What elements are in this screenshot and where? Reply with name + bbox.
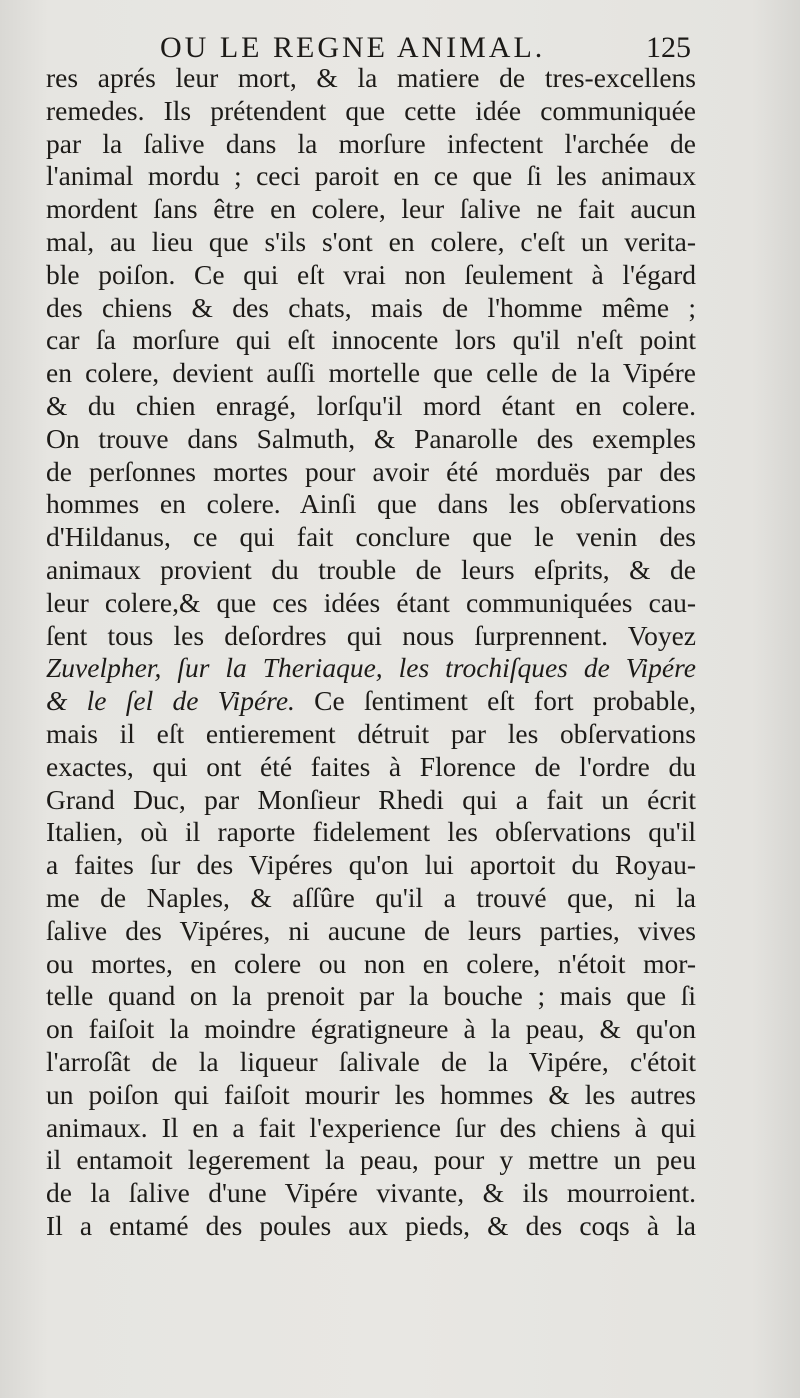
text-segment: mal, au lieu que s'ils s'ont en colere, c'eſt un verita- [46,225,696,257]
text-line [46,488,696,521]
text-line [46,1112,696,1145]
text-line [46,390,696,423]
text-segment: Ce ſentiment eſt fort probable, [294,685,696,717]
text-line [46,718,696,751]
text-segment: Il a entamé des poules aux pieds, & des coqs à la [46,1209,696,1241]
text-segment: remedes. Ils prétendent que cette idée communiquée [46,94,696,126]
text-line [46,1079,696,1112]
text-line [46,423,696,456]
running-head-title: OU LE REGNE ANIMAL. [160,31,546,64]
text-segment: ou mortes, en colere ou non en colere, n'étoit mor- [46,947,696,979]
text-line [46,456,696,489]
text-segment: par la ſalive dans la morſure infectent l'archée de [46,127,696,159]
text-segment: mordent ſans être en colere, leur ſalive ne fait aucun [46,193,696,225]
text-segment: res aprés leur mort, & la matiere de tres-excellens [46,62,696,93]
text-line [46,1210,696,1243]
text-line [46,1144,696,1177]
text-line [46,882,696,915]
text-line [46,324,696,357]
text-line [46,259,696,292]
text-segment: exactes, qui ont été faites à Florence de l'ordre du [46,750,696,782]
text-line [46,128,696,161]
text-line [46,915,696,948]
text-line [46,193,696,226]
text-segment: Italien, où il raporte fidelement les obſervations qu'il [46,816,696,848]
text-segment: a faites ſur des Vipéres qu'on lui aportoit du Royau- [46,849,696,881]
text-line [46,292,696,325]
text-segment: des chiens & des chats, mais de l'homme même ; [46,291,696,323]
text-segment: l'animal mordu ; ceci paroit en ce que ſi les animaux [46,160,696,192]
text-segment: animaux provient du trouble de leurs eſprits, & de [46,553,696,585]
text-segment: on faiſoit la moindre égratigneure à la peau, & qu'on [46,1013,696,1045]
text-segment: On trouve dans Salmuth, & Panarolle des exemples [46,422,696,454]
text-line [46,1177,696,1210]
text-segment: hommes en colere. Ainſi que dans les obſervations [46,488,696,520]
text-segment: ſent tous les deſordres qui nous ſurprennent. Voyez [46,619,696,651]
text-segment: Grand Duc, par Monſieur Rhedi qui a fait un écrit [46,783,696,815]
text-segment: un poiſon qui faiſoit mourir les hommes & les autres [46,1078,696,1110]
italic-text-segment: & le ſel de Vipére. [46,685,295,717]
text-segment: & du chien enragé, lorſqu'il mord étant en colere. [46,389,696,421]
body-text [46,62,696,1243]
text-line [46,784,696,817]
text-line [46,1013,696,1046]
text-segment: ble poiſon. Ce qui eſt vrai non ſeulement à l'égard [46,258,696,290]
text-line [46,751,696,784]
text-segment: de perſonnes mortes pour avoir été morduës par des [46,455,696,487]
text-segment: de la ſalive d'une Vipére vivante, & ils mourroient. [46,1177,696,1209]
text-segment: me de Naples, & aſſûre qu'il a trouvé que, ni la [46,881,696,913]
text-line [46,160,696,193]
text-segment: mais il eſt entierement détruit par les obſervations [46,717,696,749]
text-line [46,620,696,653]
text-line [46,62,696,95]
text-segment: en colere, devient auſſi mortelle que celle de la Vipére [46,357,696,389]
text-line [46,652,696,685]
text-line [46,849,696,882]
text-line [46,95,696,128]
text-segment: car ſa morſure qui eſt innocente lors qu'il n'eſt point [46,324,696,356]
text-line [46,587,696,620]
text-line [46,816,696,849]
text-segment: telle quand on la prenoit par la bouche ; mais que ſi [46,980,696,1012]
text-segment: il entamoit legerement la peau, pour y mettre un peu [46,1144,696,1176]
text-line [46,685,696,718]
text-line [46,226,696,259]
text-line [46,521,696,554]
text-segment: animaux. Il en a fait l'experience ſur des chiens à qui [46,1111,696,1143]
page-number: 125 [646,31,691,64]
text-segment: leur colere,& que ces idées étant communiquées cau- [46,586,696,618]
text-line [46,1046,696,1079]
text-segment: d'Hildanus, ce qui fait conclure que le venin des [46,521,696,553]
text-line [46,948,696,981]
text-segment: ſalive des Vipéres, ni aucune de leurs parties, vives [46,914,696,946]
text-line [46,554,696,587]
italic-text-segment: Zuvelpher, ſur la Theriaque, les trochiſques de Vipére [46,652,696,684]
text-segment: l'arroſât de la liqueur ſalivale de la Vipére, c'étoit [46,1045,696,1077]
text-line [46,980,696,1013]
text-line [46,357,696,390]
